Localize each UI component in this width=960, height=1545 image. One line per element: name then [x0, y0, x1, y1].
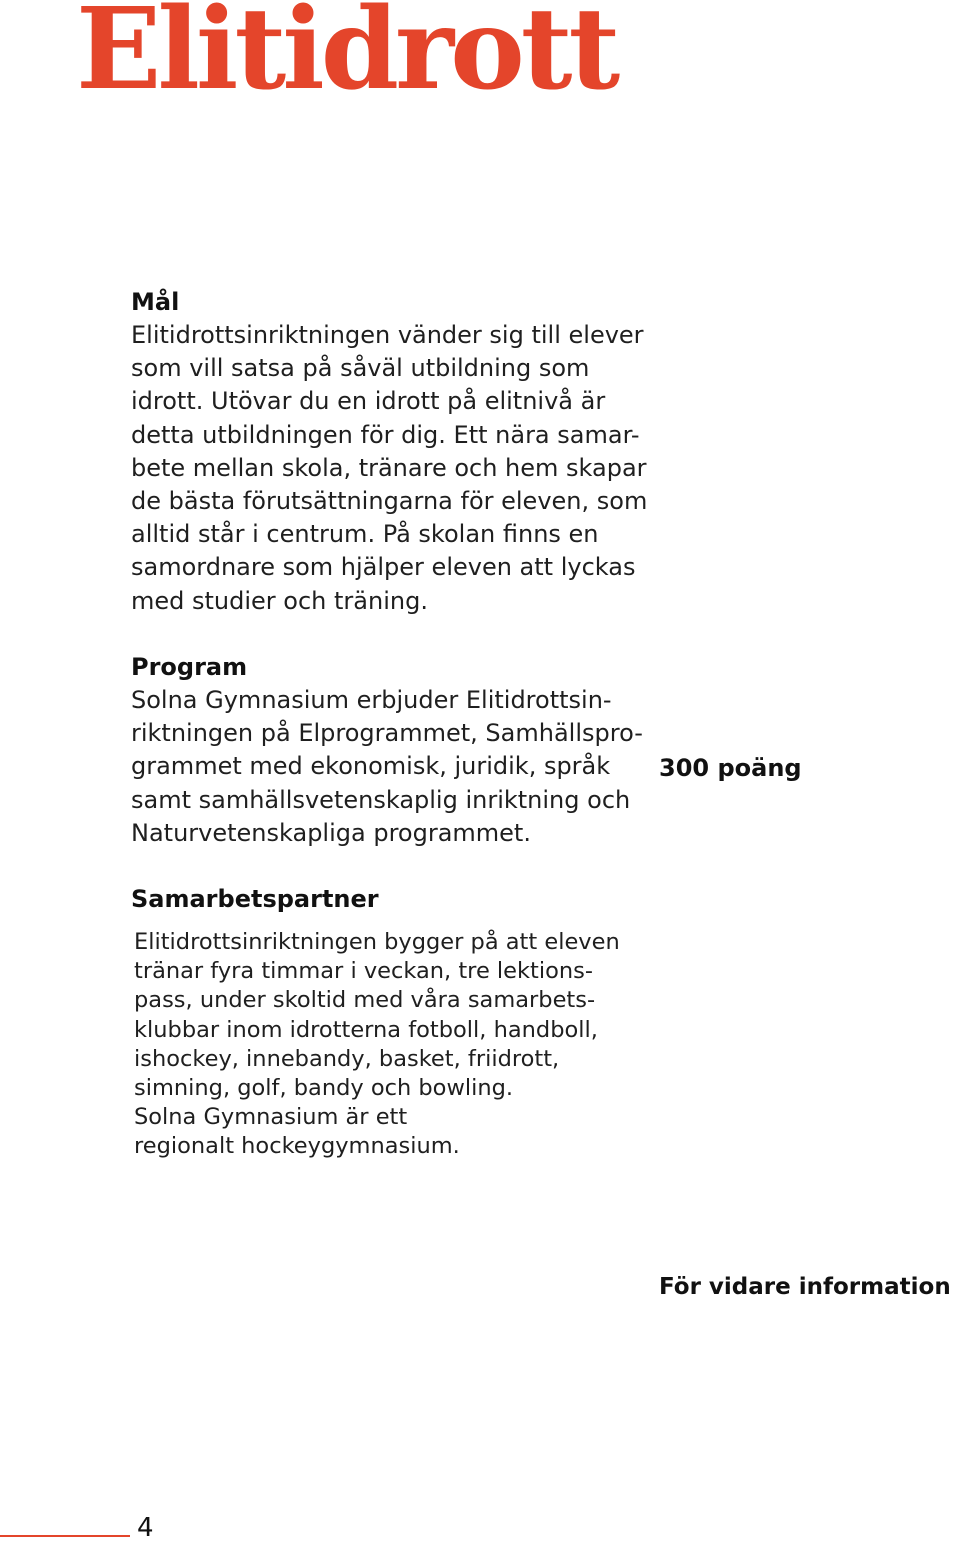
text-line: Solna Gymnasium är ett [134, 1104, 408, 1131]
text-line: Naturvetenskapliga programmet. [131, 818, 531, 847]
text-line: regionalt hockeygymnasium. [134, 1133, 460, 1160]
text-line: med studier och träning. [131, 586, 428, 615]
text-line: ishockey, innebandy, basket, friidrott, [134, 1045, 560, 1072]
more-info-heading: För vidare information [659, 1274, 951, 1300]
text-line: tränar fyra timmar i veckan, tre lektions- [134, 958, 593, 985]
section-program [131, 650, 643, 850]
text-line: Elitidrottsinriktningen bygger på att eleven [134, 929, 620, 955]
text-line: detta utbildningen för dig. Ett nära samar- [131, 420, 640, 449]
footer-rule [0, 1535, 130, 1537]
text-line: Solna Gymnasium erbjuder Elitidrottsin- [131, 686, 612, 714]
text-line: bete mellan skola, tränare och hem skapar [131, 453, 647, 482]
section-heading-program: Program [131, 653, 248, 681]
section-body-samarbetspartner [134, 928, 631, 1162]
section-samarbetspartner [131, 882, 631, 1162]
text-line: klubbar inom idrotterna fotboll, handboll, [134, 1016, 598, 1043]
page-number: 4 [137, 1513, 154, 1543]
page-title: Elitidrott [76, 0, 617, 115]
text-line: samordnare som hjälper eleven att lyckas [131, 553, 636, 582]
section-body-program [131, 684, 643, 850]
text-line: idrott. Utövar du en idrott på elitnivå är [131, 387, 606, 416]
text-line: Elitidrottsinriktningen vänder sig till elever [131, 321, 644, 349]
text-line: samt samhällsvetenskaplig inriktning och [131, 785, 631, 814]
points-label: 300 poäng [659, 754, 802, 782]
text-line: simning, golf, bandy och bowling. [134, 1075, 514, 1102]
section-mal [131, 285, 648, 618]
text-line: de bästa förutsättningarna för eleven, som [131, 487, 648, 516]
text-line: som vill satsa på såväl utbildning som [131, 354, 590, 383]
section-body-mal [131, 319, 648, 618]
text-line: grammet med ekonomisk, juridik, språk [131, 752, 611, 781]
section-heading-mal: Mål [131, 288, 180, 316]
text-line: riktningen på Elprogrammet, Samhällspro- [131, 719, 643, 748]
text-line: pass, under skoltid med våra samarbets- [134, 987, 596, 1014]
section-heading-samarbetspartner: Samarbetspartner [131, 885, 379, 913]
text-line: alltid står i centrum. På skolan finns en [131, 520, 599, 549]
